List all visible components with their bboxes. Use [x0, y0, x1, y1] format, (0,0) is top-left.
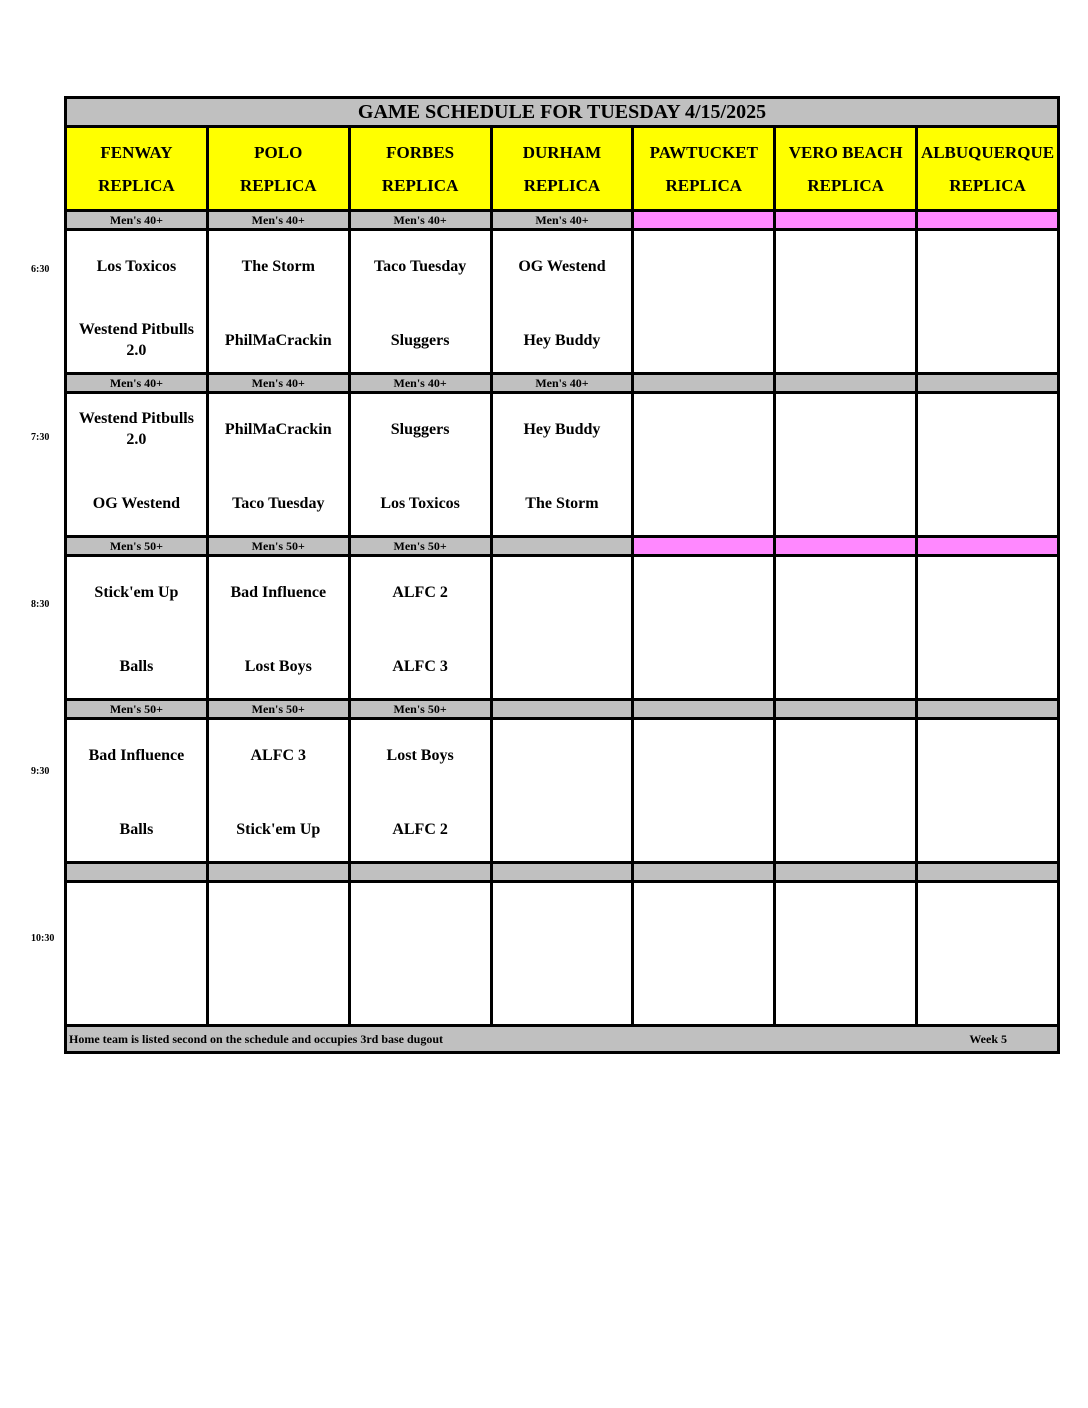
home-team	[493, 969, 632, 1015]
home-team	[493, 643, 632, 689]
division-label	[775, 863, 917, 882]
division-row	[66, 537, 1059, 556]
game-cell	[917, 882, 1059, 1026]
game-cell	[66, 393, 208, 537]
away-team: ALFC 2	[392, 583, 448, 601]
home-team	[493, 806, 632, 852]
game-cell	[207, 719, 349, 863]
game-cell	[775, 393, 917, 537]
division-row	[66, 374, 1059, 393]
game-cell	[66, 230, 208, 374]
division-label	[917, 537, 1059, 556]
home-team: ALFC 2	[392, 820, 448, 838]
division-label	[917, 700, 1059, 719]
game-cell	[633, 393, 775, 537]
away-team	[634, 569, 773, 615]
game-cell	[633, 719, 775, 863]
home-team	[918, 969, 1057, 1015]
game-cell	[775, 719, 917, 863]
time-label: 6:30	[31, 264, 50, 275]
field-name: PAWTUCKET	[649, 142, 758, 162]
field-header	[66, 127, 208, 211]
field-name: FENWAY	[100, 142, 173, 162]
away-team: ALFC 3	[250, 746, 307, 764]
field-subtitle: REPLICA	[665, 175, 743, 195]
field-name: DURHAM	[522, 142, 602, 162]
game-cell	[917, 719, 1059, 863]
game-cell	[66, 719, 208, 863]
field-header	[207, 127, 349, 211]
away-team	[67, 895, 206, 941]
division-label	[633, 374, 775, 393]
home-team: PhilMaCrackin	[224, 331, 332, 349]
game-cell	[349, 393, 491, 537]
home-team	[634, 643, 773, 689]
away-team	[634, 243, 773, 289]
home-team	[776, 806, 915, 852]
game-cell	[207, 882, 349, 1026]
field-subtitle: REPLICA	[807, 175, 884, 195]
game-cell	[66, 556, 208, 700]
home-team	[351, 969, 490, 1015]
home-team	[918, 317, 1057, 363]
away-team: Bad Influence	[230, 583, 327, 601]
division-label	[775, 537, 917, 556]
away-team	[493, 732, 632, 778]
field-name: ALBUQUERQUE	[920, 142, 1055, 162]
field-header	[633, 127, 775, 211]
field-name: FORBES	[386, 142, 455, 162]
home-team	[634, 969, 773, 1015]
away-team: Taco Tuesday	[373, 257, 467, 275]
game-cell	[917, 393, 1059, 537]
footer-cell	[66, 1026, 1059, 1053]
division-label	[491, 537, 633, 556]
division-label	[349, 863, 491, 882]
division-label	[917, 863, 1059, 882]
home-team	[634, 317, 773, 363]
field-subtitle: REPLICA	[381, 175, 459, 195]
away-team	[493, 895, 632, 941]
game-cell	[207, 393, 349, 537]
time-label: 10:30	[31, 933, 55, 944]
game-cell	[349, 230, 491, 374]
division-label: Men's 40+	[349, 374, 491, 393]
field-header	[775, 127, 917, 211]
game-cell	[207, 230, 349, 374]
division-label: Men's 40+	[491, 211, 633, 230]
division-label: Men's 40+	[207, 374, 349, 393]
game-row	[66, 719, 1059, 863]
division-row	[66, 863, 1059, 882]
field-subtitle: REPLICA	[949, 175, 1026, 195]
division-label: Men's 40+	[491, 374, 633, 393]
division-row	[66, 211, 1059, 230]
game-row	[66, 882, 1059, 1026]
division-label	[917, 374, 1059, 393]
field-header	[349, 127, 491, 211]
field-name: POLO	[254, 142, 303, 162]
division-label	[917, 211, 1059, 230]
away-team	[918, 569, 1057, 615]
field-header	[491, 127, 633, 211]
division-label: Men's 50+	[66, 537, 208, 556]
home-team: OG Westend	[92, 494, 181, 512]
division-label: Men's 40+	[207, 211, 349, 230]
home-team: Balls	[119, 820, 154, 838]
game-cell	[207, 556, 349, 700]
away-team	[776, 732, 915, 778]
home-team	[634, 806, 773, 852]
away-team	[209, 895, 348, 941]
division-label: Men's 50+	[207, 537, 349, 556]
away-team	[918, 895, 1057, 941]
away-team: Lost Boys	[386, 746, 454, 764]
away-team: Stick'em Up	[94, 583, 179, 601]
away-team: Los Toxicos	[96, 257, 177, 275]
game-cell	[349, 719, 491, 863]
home-team	[67, 969, 206, 1015]
away-team: Sluggers	[390, 420, 450, 438]
away-team: Bad Influence	[88, 746, 185, 764]
game-row	[66, 230, 1059, 374]
schedule-table	[64, 96, 1060, 1054]
away-team: PhilMaCrackin	[224, 420, 332, 438]
game-cell	[775, 556, 917, 700]
away-team	[634, 895, 773, 941]
home-team: Hey Buddy	[523, 331, 601, 349]
division-label	[633, 863, 775, 882]
division-label	[633, 211, 775, 230]
game-cell	[633, 230, 775, 374]
footer-note: Home team is listed second on the schedule and occupies 3rd base dugout	[69, 1032, 444, 1046]
away-team	[634, 732, 773, 778]
game-cell	[349, 556, 491, 700]
home-team	[634, 480, 773, 526]
away-team	[493, 569, 632, 615]
home-team: Taco Tuesday	[232, 494, 325, 512]
home-team: Los Toxicos	[380, 494, 460, 512]
field-name: VERO BEACH	[788, 142, 903, 162]
game-cell	[917, 230, 1059, 374]
game-row	[66, 393, 1059, 537]
home-team	[918, 643, 1057, 689]
game-cell	[775, 882, 917, 1026]
game-cell	[491, 719, 633, 863]
home-team: Sluggers	[390, 331, 450, 349]
away-team	[776, 569, 915, 615]
footer-row	[66, 1026, 1059, 1053]
away-team	[776, 895, 915, 941]
field-subtitle: REPLICA	[523, 175, 601, 195]
division-label: Men's 40+	[66, 374, 208, 393]
away-team	[918, 732, 1057, 778]
division-label	[775, 700, 917, 719]
away-team: OG Westend	[518, 257, 606, 275]
home-team	[209, 969, 348, 1015]
home-team: Lost Boys	[244, 657, 312, 675]
division-label: Men's 50+	[207, 700, 349, 719]
time-label: 7:30	[31, 432, 50, 443]
field-header	[917, 127, 1059, 211]
home-team	[776, 480, 915, 526]
game-cell	[491, 230, 633, 374]
division-label	[491, 700, 633, 719]
away-team	[776, 406, 915, 452]
game-cell	[775, 230, 917, 374]
division-label	[633, 537, 775, 556]
week-label: Week 5	[969, 1032, 1007, 1046]
field-subtitle: REPLICA	[98, 175, 175, 195]
division-label	[491, 863, 633, 882]
schedule-title: GAME SCHEDULE FOR TUESDAY 4/15/2025	[66, 98, 1059, 127]
away-team: Westend Pitbulls 2.0	[78, 410, 194, 448]
division-label	[207, 863, 349, 882]
division-label	[775, 211, 917, 230]
division-label: Men's 40+	[66, 211, 208, 230]
game-row	[66, 556, 1059, 700]
division-row	[66, 700, 1059, 719]
division-label	[775, 374, 917, 393]
division-label: Men's 50+	[349, 537, 491, 556]
game-cell	[633, 882, 775, 1026]
away-team	[918, 406, 1057, 452]
division-label: Men's 50+	[349, 700, 491, 719]
home-team: Westend Pitbulls 2.0	[78, 321, 194, 359]
away-team	[351, 895, 490, 941]
game-cell	[491, 393, 633, 537]
home-team	[776, 969, 915, 1015]
home-team: ALFC 3	[392, 657, 448, 675]
division-label: Men's 40+	[349, 211, 491, 230]
game-cell	[349, 882, 491, 1026]
game-cell	[917, 556, 1059, 700]
game-cell	[633, 556, 775, 700]
home-team: The Storm	[525, 494, 599, 512]
away-team: The Storm	[241, 257, 315, 275]
game-cell	[66, 882, 208, 1026]
home-team: Balls	[119, 657, 154, 675]
home-team	[918, 806, 1057, 852]
time-label: 9:30	[31, 766, 50, 777]
away-team	[634, 406, 773, 452]
home-team	[776, 643, 915, 689]
home-team	[918, 480, 1057, 526]
field-subtitle: REPLICA	[240, 175, 317, 195]
game-cell	[491, 882, 633, 1026]
home-team: Stick'em Up	[236, 820, 321, 838]
division-label: Men's 50+	[66, 700, 208, 719]
away-team	[918, 243, 1057, 289]
away-team: Hey Buddy	[523, 420, 601, 438]
division-label	[66, 863, 208, 882]
game-cell	[491, 556, 633, 700]
time-label: 8:30	[31, 599, 50, 610]
division-label	[633, 700, 775, 719]
away-team	[776, 243, 915, 289]
home-team	[776, 317, 915, 363]
